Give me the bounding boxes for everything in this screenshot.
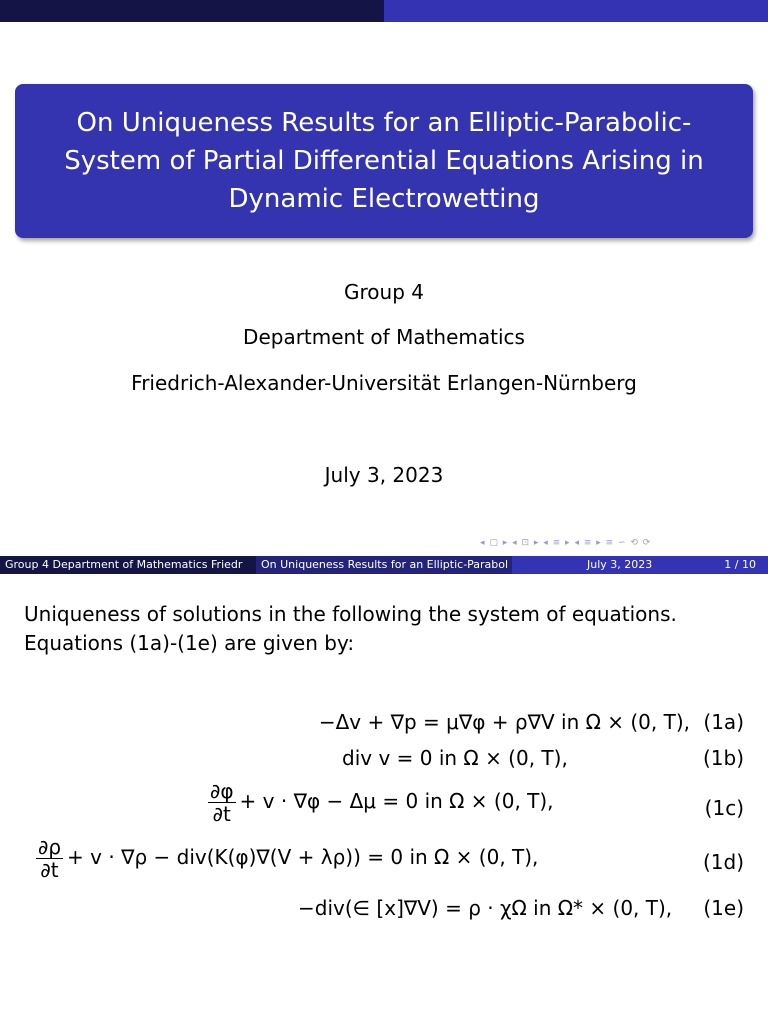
equation-label-1e: (1e) bbox=[703, 896, 744, 920]
footer-page-number: 1 / 10 bbox=[724, 558, 756, 571]
footer-date: July 3, 2023 bbox=[587, 558, 653, 571]
top-bar-left bbox=[0, 0, 384, 22]
footer-bar bbox=[0, 556, 768, 574]
footer-authors-panel bbox=[0, 556, 256, 574]
equation-1d-rest: + v · ∇ρ − div(K(φ)∇(V + λρ)) = 0 in Ω × (0, T), bbox=[67, 845, 539, 869]
top-bar bbox=[0, 0, 768, 22]
university: Friedrich-Alexander-Universität Erlangen-Nürnberg bbox=[131, 371, 637, 395]
author: Group 4 bbox=[344, 280, 424, 304]
footer-title-panel bbox=[256, 556, 512, 574]
intro-line-2: Equations (1a)-(1e) are given by: bbox=[24, 631, 355, 655]
department: Department of Mathematics bbox=[243, 325, 525, 349]
intro-line-1: Uniqueness of solutions in the following the system of equations. bbox=[24, 602, 677, 626]
equation-1c-rest: + v · ∇φ − Δμ = 0 in Ω × (0, T), bbox=[239, 789, 554, 813]
date: July 3, 2023 bbox=[324, 463, 444, 487]
equation-label-1b: (1b) bbox=[702, 746, 744, 770]
footer-title: On Uniqueness Results for an Elliptic-Parabol bbox=[261, 558, 509, 571]
navigation-symbols[interactable]: ◂ ▢ ▸ ◂ ⊡ ▸ ◂ ≡ ▸ ◂ ≡ ▸ ≡ ∽ ⟲ ⟳ bbox=[480, 538, 652, 548]
top-bar-right bbox=[384, 0, 768, 22]
fraction-denominator: ∂t bbox=[40, 858, 59, 882]
fraction-dphi-dt bbox=[208, 780, 236, 825]
content-slide bbox=[0, 574, 768, 1024]
presentation-title: On Uniqueness Results for an Elliptic-Parabolic-System of Partial Differential Equations Arising in Dynamic Electrowetting bbox=[64, 108, 704, 214]
footer-authors: Group 4 Department of Mathematics Friedr bbox=[5, 558, 243, 571]
equation-1e: −div(∈ [x]∇V) = ρ · χΩ in Ω* × (0, T), bbox=[298, 896, 673, 920]
equation-label-1c: (1c) bbox=[704, 796, 744, 820]
title-box bbox=[15, 84, 753, 238]
equation-1a: −Δv + ∇p = μ∇φ + ρ∇V in Ω × (0, T), bbox=[318, 710, 690, 734]
equation-1b: div v = 0 in Ω × (0, T), bbox=[342, 746, 568, 770]
footer-date-panel bbox=[512, 556, 768, 574]
fraction-numerator: ∂ρ bbox=[38, 835, 62, 859]
equation-1c bbox=[208, 780, 554, 825]
fraction-denominator: ∂t bbox=[212, 802, 231, 826]
equation-1d bbox=[36, 836, 538, 881]
equation-label-1a: (1a) bbox=[703, 710, 744, 734]
equation-label-1d: (1d) bbox=[702, 850, 744, 874]
fraction-numerator: ∂φ bbox=[210, 779, 234, 803]
fraction-drho-dt bbox=[36, 836, 63, 881]
